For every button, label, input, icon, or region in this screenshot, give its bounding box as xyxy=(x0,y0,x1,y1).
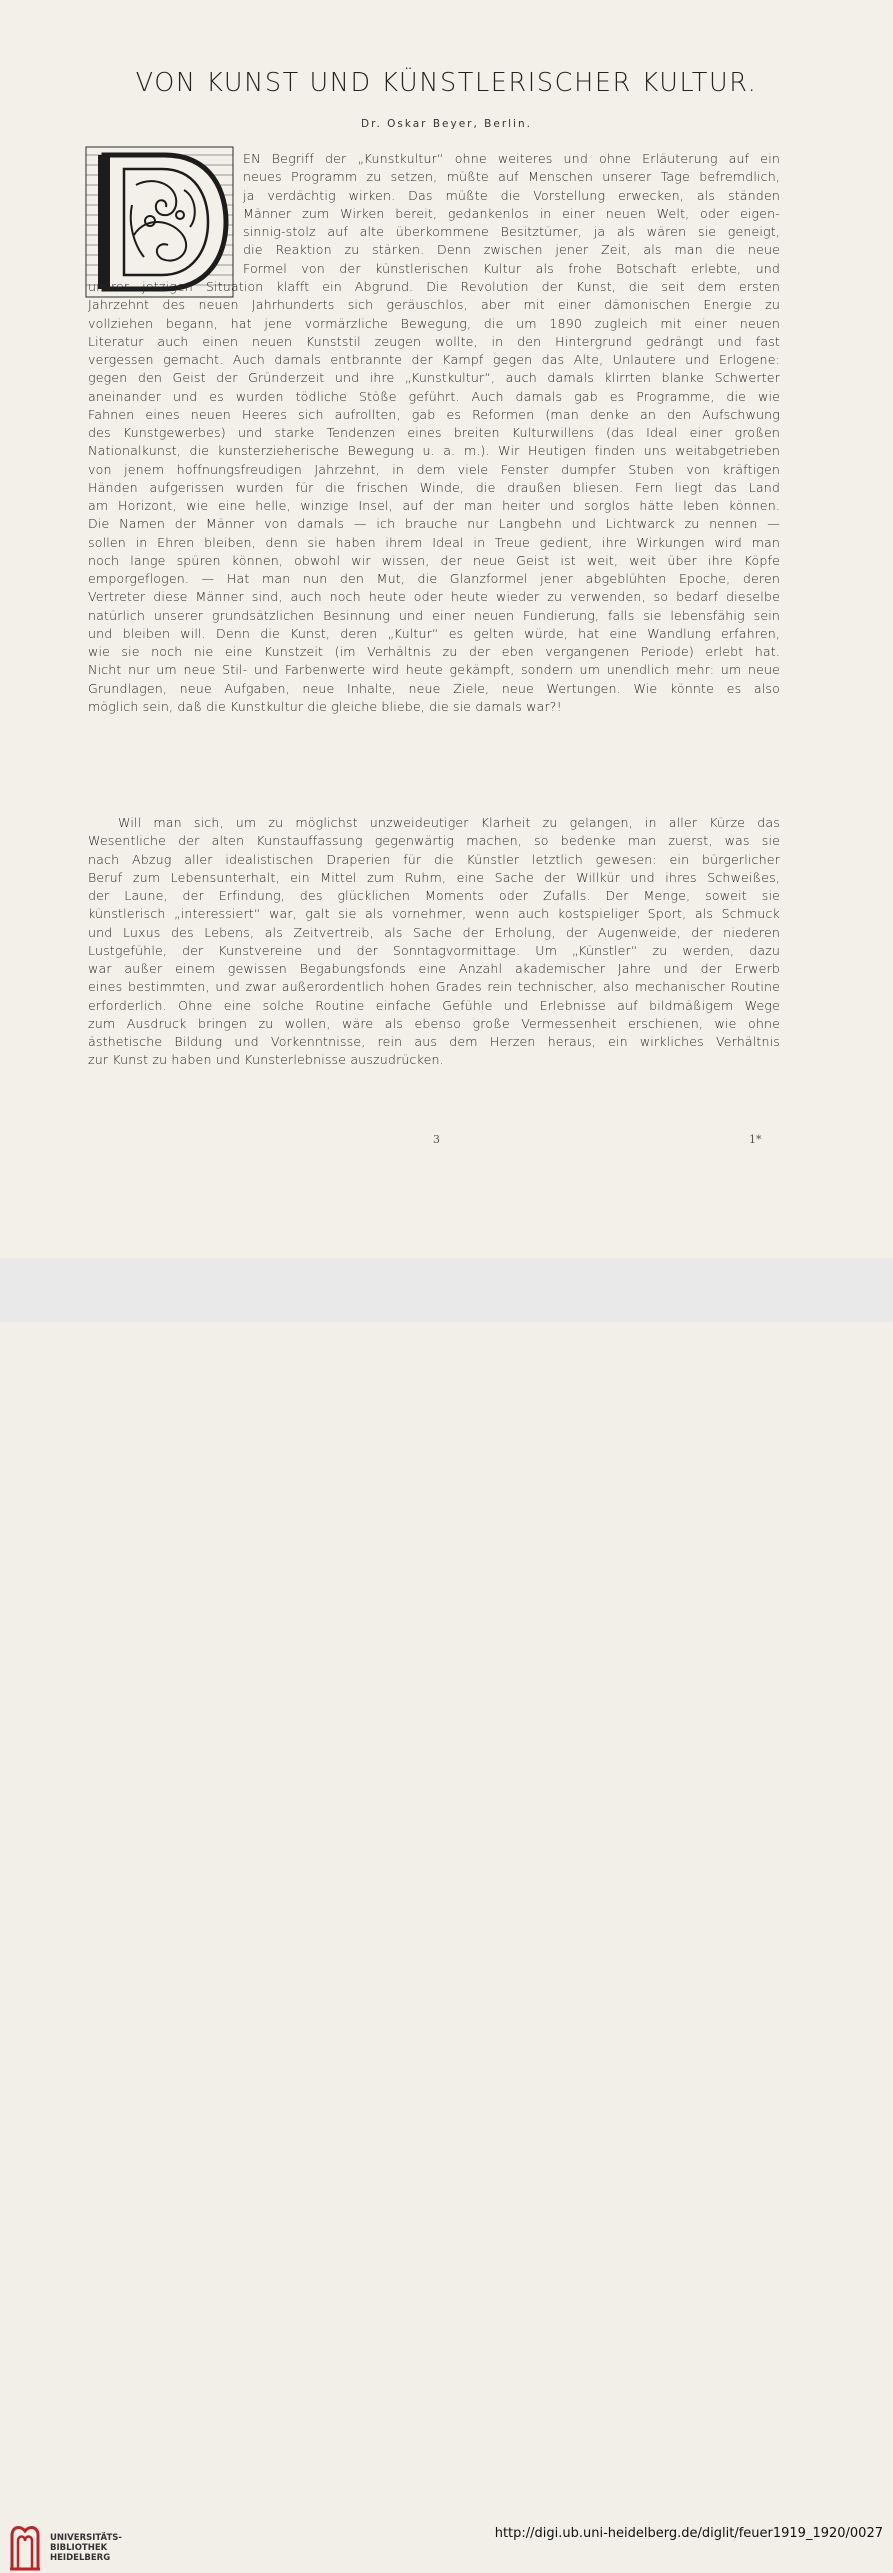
text-line: zum Ausdruck bringen zu wollen, wäre als ebenso große Vermessenheit erschienen, wie ohne xyxy=(88,1015,780,1031)
text-line: und Luxus des Lebens, als Zeitvertreib, als Sache der Erholung, der Augenweide, der niederen xyxy=(88,924,780,940)
text-line: ja verdächtig wirken. Das müßte die Vorstellung erwecken, als ständen xyxy=(243,187,780,203)
text-line: Händen aufgerissen wurden für die frischen Winde, die draußen bliesen. Fern liegt das Land xyxy=(88,479,780,495)
text-line: Literatur auch einen neuen Kunststil zeugen wollte, in den Hintergrund gedrängt und fast xyxy=(88,333,780,349)
text-line: Vertreter diese Männer sind, auch noch heute oder heute wieder zu verwenden, so bedarf dieselbe xyxy=(88,589,780,605)
library-line-1: UNIVERSITÄTS- xyxy=(50,2533,122,2543)
text-line: Jahrzehnt des neuen Jahrhunderts sich geräuschlos, aber mit einer dämonischen Energie zu xyxy=(88,297,780,313)
library-name xyxy=(50,2533,122,2563)
text-line: Die Namen der Männer von damals — ich brauche nur Langbehn und Lichtwarck zu nennen — xyxy=(88,516,780,532)
text-line: vollziehen begann, hat jene vormärzliche Bewegung, die um 1890 zugleich mit einer neuen xyxy=(88,315,780,331)
library-line-2: BIBLIOTHEK xyxy=(50,2543,108,2553)
text-line: die Reaktion zu stärken. Denn zwischen jener Zeit, als man die neue xyxy=(243,242,780,258)
text-line: Will man sich, um zu möglichst unzweideutiger Klarheit zu gelangen, in aller Kürze das xyxy=(118,815,780,830)
text-line: unsrer jetzigen Situation klafft ein Abgrund. Die Revolution der Kunst, die seit dem ersten xyxy=(88,279,780,294)
article-author: Dr. Oskar Beyer, Berlin. xyxy=(361,118,532,130)
text-line: Lustgefühle, der Kunstvereine und der Sonntagvormittage. Um „Künstler“ zu werden, dazu xyxy=(88,942,780,958)
text-line: vergessen gemacht. Auch damals entbrannte der Kampf gegen das Alte, Unlautere und Erlogene: xyxy=(88,352,780,367)
text-line: wie sie noch nie eine Kunstzeit (im Verhältnis zu der eben vergangenen Periode) erlebt hat. xyxy=(88,644,780,659)
text-line: emporgeflogen. — Hat man nun den Mut, die Glanzformel jener abgeblühten Epoche, deren xyxy=(88,571,780,586)
signature-mark: 1* xyxy=(749,1133,762,1146)
text-line: EN Begriff der „Kunstkultur“ ohne weiteres und ohne Erläuterung auf ein xyxy=(243,151,780,166)
page-number: 3 xyxy=(433,1133,440,1146)
text-line: Fahnen eines neuen Heeres sich aufrollten, gab es Reformen (man denke an den Aufschwung xyxy=(88,406,780,422)
text-line: Wesentliche der alten Kunstauffassung gegenwärtig machen, so bedenke man zuerst, was sie xyxy=(88,833,780,849)
ornamental-dropcap-d-icon xyxy=(84,145,235,299)
text-line: künstlerisch „interessiert“ war, galt sie als vornehmer, wenn auch kostspieliger Sport, als Schmuck xyxy=(88,906,780,922)
library-line-3: HEIDELBERG xyxy=(50,2553,111,2563)
text-line: Beruf zum Lebensunterhalt, ein Mittel zum Ruhm, eine Sache der Willkür und ihres Schweißes, xyxy=(88,869,780,885)
text-line: Nationalkunst, die kunsterzieherische Bewegung u. a. m.). Wir Heutigen finden uns weitabgetrieben xyxy=(88,443,780,459)
text-line: am Horizont, wie eine helle, winzige Insel, auf der man heiter und sorglos hätte leben können. xyxy=(88,498,780,513)
text-line: möglich sein, daß die Kunstkultur die gleiche bliebe, die sie damals war?! xyxy=(88,698,562,714)
text-line: aneinander und es wurden tödliche Stöße geführt. Auch damals gab es Programme, die wie xyxy=(88,388,780,404)
text-line: Grundlagen, neue Aufgaben, neue Inhalte, neue Ziele, neue Wertungen. Wie könnte es also xyxy=(88,680,780,696)
text-line: natürlich unserer grundsätzlichen Besinnung und einer neuen Fundierung, falls sie lebensfähig sein xyxy=(88,607,780,623)
text-line: von jenem hoffnungsfreudigen Jahrzehnt, in dem viele Fenster dumpfer Stuben von kräftigen xyxy=(88,461,780,477)
text-line: des Kunstgewerbes) und starke Tendenzen eines breiten Kulturwillens (das Ideal einer großen xyxy=(88,425,780,440)
article-title: VON KUNST UND KÜNSTLERISCHER KULTUR. xyxy=(135,68,758,98)
text-line: sinnig-stolz auf alte überkommene Besitztümer, ja als wären sie geneigt, xyxy=(243,224,780,239)
text-line: der Laune, der Erfindung, des glücklichen Moments oder Zufalls. Der Menge, soweit sie xyxy=(88,888,780,903)
document-page xyxy=(0,0,893,1258)
text-line: neues Programm zu setzen, müßte auf Menschen unserer Tage befremdlich, xyxy=(243,169,780,185)
text-line: und bleiben will. Denn die Kunst, deren „Kultur“ es gelten würde, hat eine Wandlung erfahren, xyxy=(88,625,780,641)
text-line: eines bestimmten, und zwar außerordentlich hohen Grades rein technischer, also mechanischer Routine xyxy=(88,979,780,995)
text-line: zur Kunst zu haben und Kunsterlebnisse auszudrücken. xyxy=(88,1052,444,1068)
text-line: nach Abzug aller idealistischen Draperien für die Künstler letztlich gewesen: ein bürgerlicher xyxy=(88,851,780,867)
library-footer xyxy=(0,1258,893,2563)
text-line: war außer einem gewissen Begabungsfonds eine Anzahl akademischer Jahre und der Erwerb xyxy=(88,961,780,976)
text-line: gegen den Geist der Gründerzeit und ihre „Kunstkultur“, auch damals klirrten blanke Schwerter xyxy=(88,370,780,386)
text-line: ästhetische Bildung und Vorkenntnisse, rein aus dem Herzen heraus, ein wirkliches Verhältnis xyxy=(88,1034,780,1049)
text-line: Männer zum Wirken bereit, gedankenlos in einer neuen Welt, oder eigen- xyxy=(243,205,780,221)
text-line: erforderlich. Ohne eine solche Routine einfache Gefühle und Erlebnisse auf bildmäßigem Wege xyxy=(88,997,780,1013)
text-line: Formel von der künstlerischen Kultur als frohe Botschaft erlebte, und xyxy=(243,260,780,276)
text-line: noch lange spüren können, obwohl wir wissen, der neue Geist ist weit, weit über ihre Köpfe xyxy=(88,552,780,568)
text-line: Nicht nur um neue Stil- und Farbenwerte wird heute gekämpft, sondern um unendlich mehr: um neue xyxy=(88,662,780,678)
text-line: sollen in Ehren bleiben, denn sie haben ihrem Ideal in Treue gedient, ihre Wirkungen wird man xyxy=(88,534,780,550)
source-url-link[interactable]: http://digi.ub.uni-heidelberg.de/diglit/feuer1919_1920/0027 xyxy=(494,2526,883,2541)
heidelberg-library-logo-icon xyxy=(8,2521,42,2573)
